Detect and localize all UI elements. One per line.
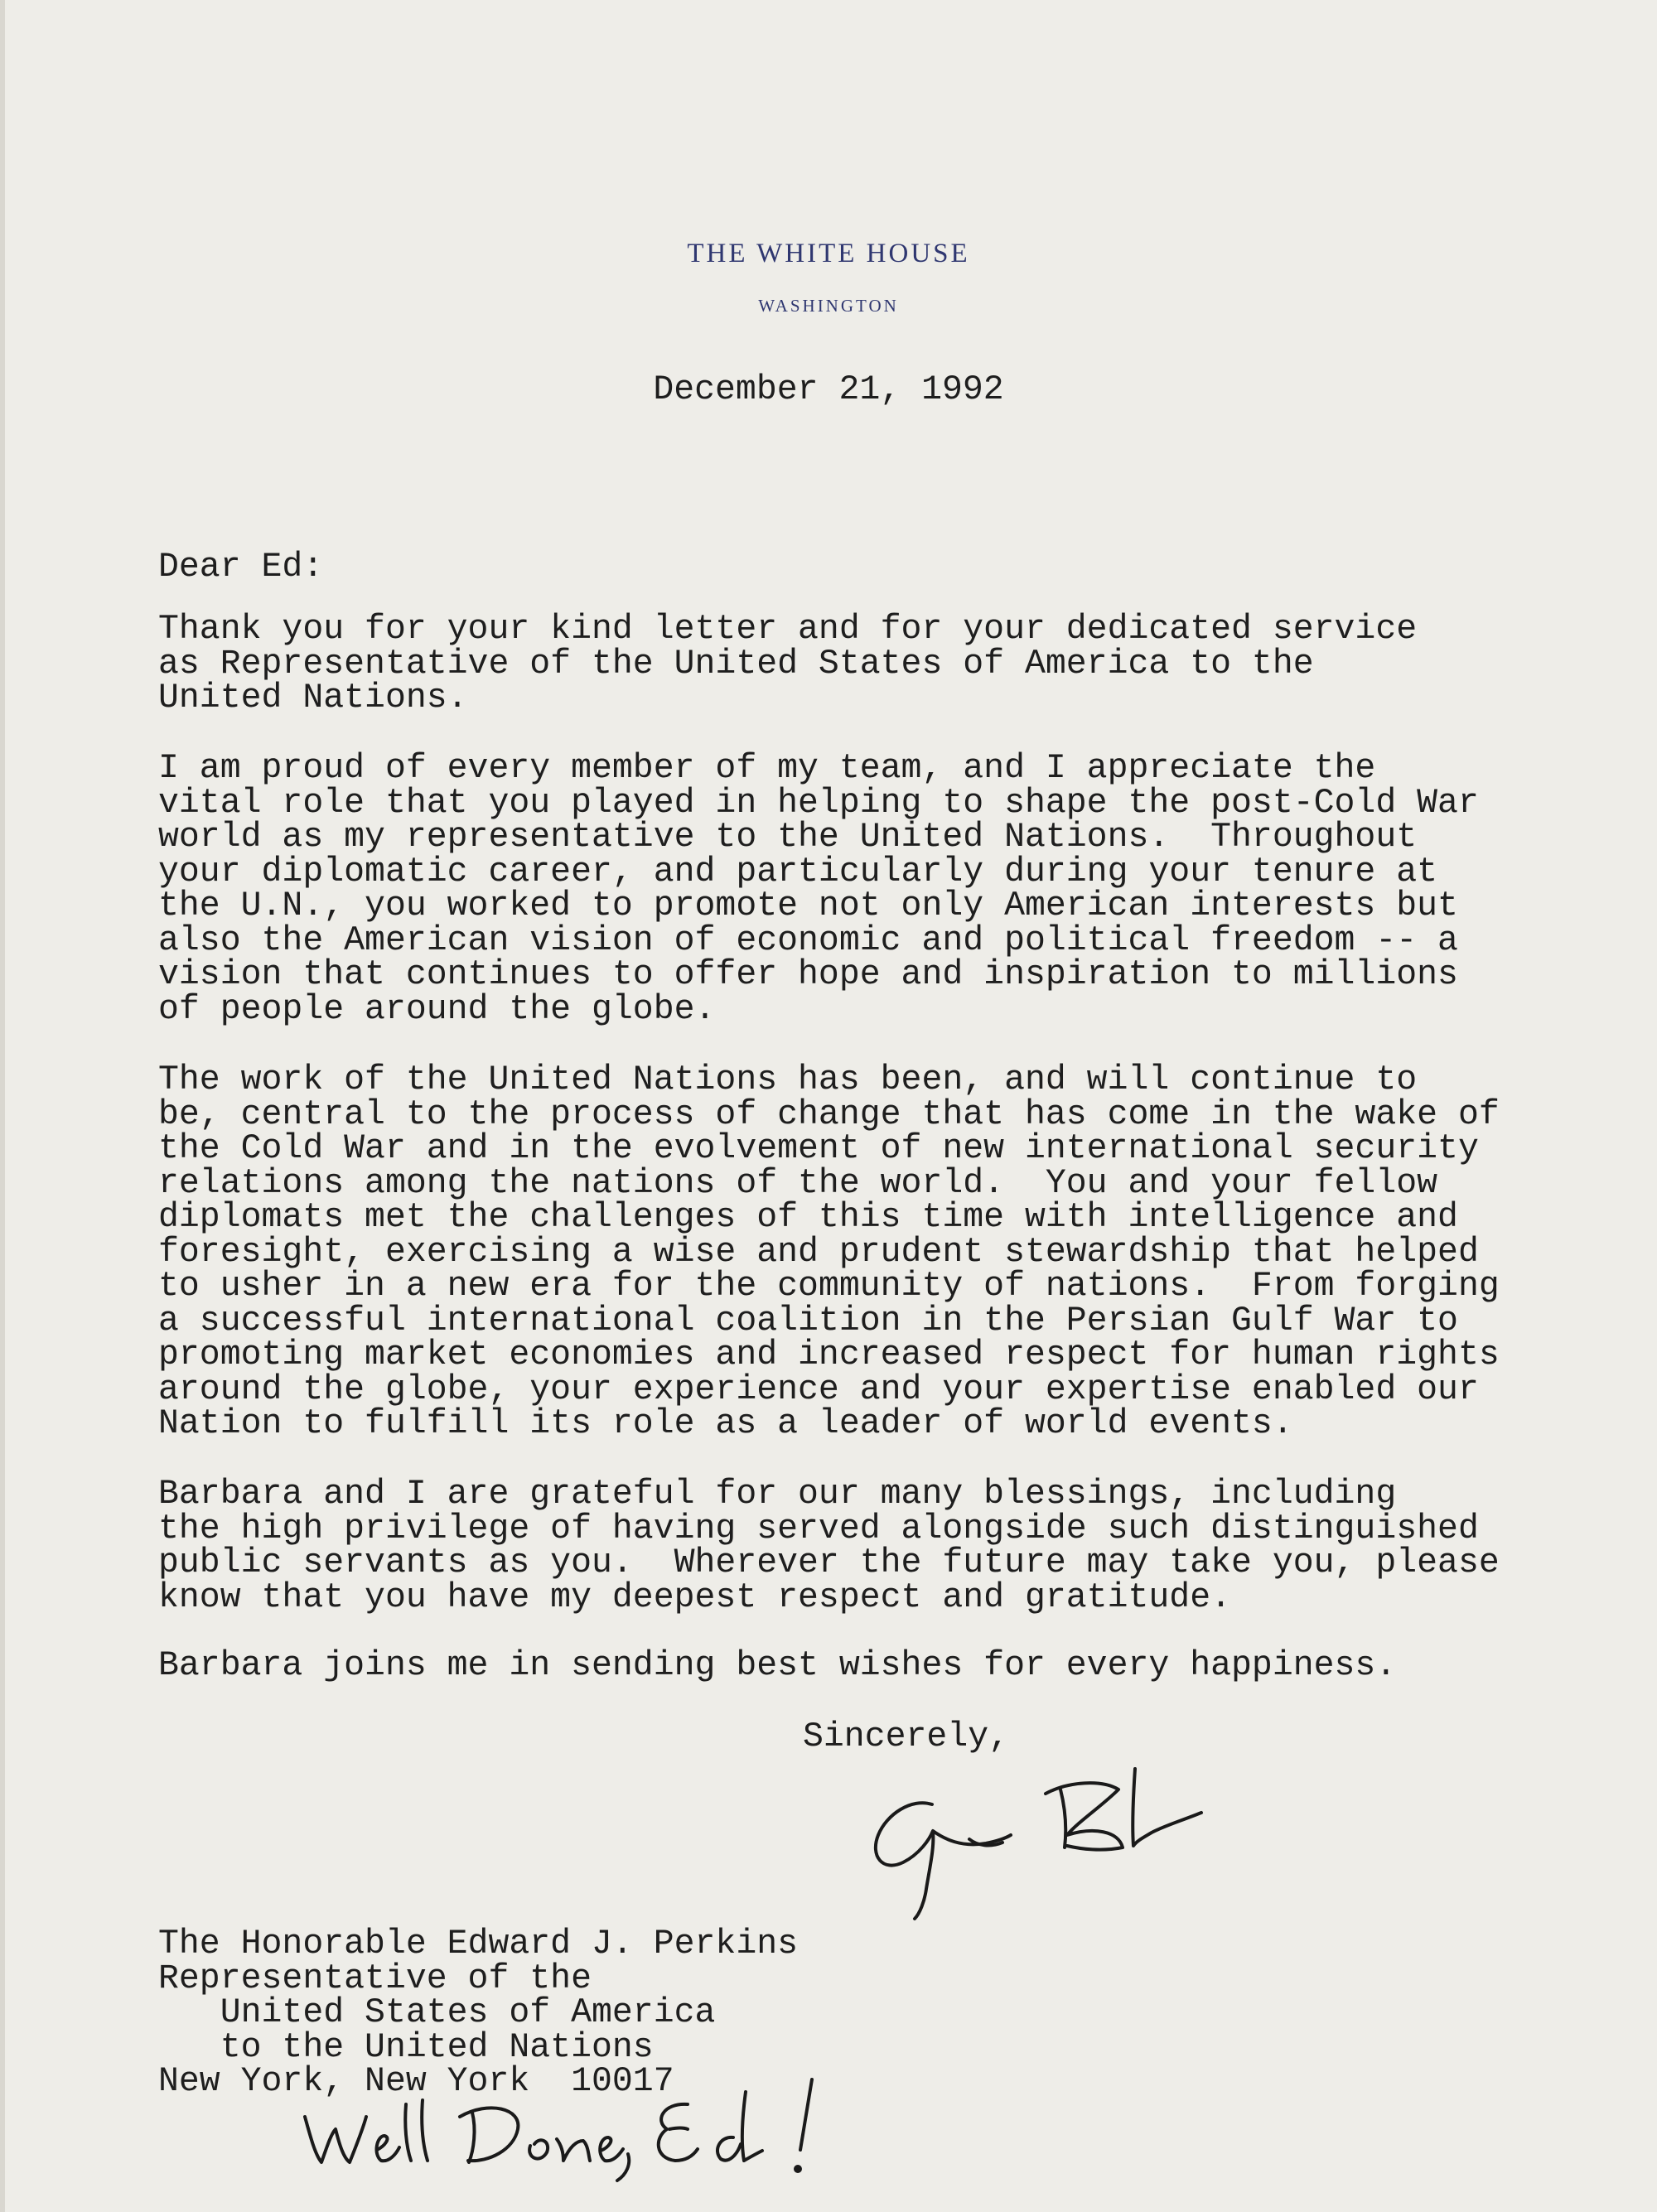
closing: Sincerely, <box>803 1717 1010 1756</box>
letterhead-subtitle: WASHINGTON <box>758 296 899 316</box>
handwritten-note-image <box>298 2071 878 2195</box>
paragraph-5: Barbara joins me in sending best wishes for every happiness. <box>158 1646 1397 1685</box>
salutation: Dear Ed: <box>158 548 324 587</box>
paragraph-3: The work of the United Nations has been, and will continue to be, central to the process of change that has come in the wake of the Cold War and in the evolvement of new international security relations among the nations of the world. You and your fellow diplomats met the challenges of this time with intelligence and foresight, exercising a wise and prudent stewardship that helped to usher in a new era for the community of nations. From forging a successful international coalition in the Persian Gulf War to promoting market economies and increased respect for human rights around the globe, your experience and your expertise enabled our Nation to fulfill its role as a leader of world events. <box>158 1060 1500 1443</box>
paragraph-2: I am proud of every member of my team, and I appreciate the vital role that you played in helping to shape the post-Cold War world as my representative to the United Nations. Throughout your diplomatic career, and particularly during your tenure at the U.N., you worked to promote not only American interests but also the American vision of economic and political freedom -- a vision that continues to offer hope and inspiration to millions of people around the globe. <box>158 749 1479 1029</box>
letter-date: December 21, 1992 <box>653 370 1004 409</box>
signature-image <box>853 1756 1218 1947</box>
paragraph-1: Thank you for your kind letter and for your dedicated service as Representative of the United States of America to the United Nations. <box>158 610 1418 717</box>
paragraph-4: Barbara and I are grateful for our many blessings, including the high privilege of having served alongside such distinguished public servants as you. Wherever the future may take you, please know that you have my deepest respect and gratitude. <box>158 1475 1500 1617</box>
page-edge <box>0 0 5 2212</box>
recipient-address: The Honorable Edward J. Perkins Representative of the United States of America to the United Nations New York, New York 10017 <box>158 1925 799 2101</box>
letterhead-title: THE WHITE HOUSE <box>687 239 970 268</box>
